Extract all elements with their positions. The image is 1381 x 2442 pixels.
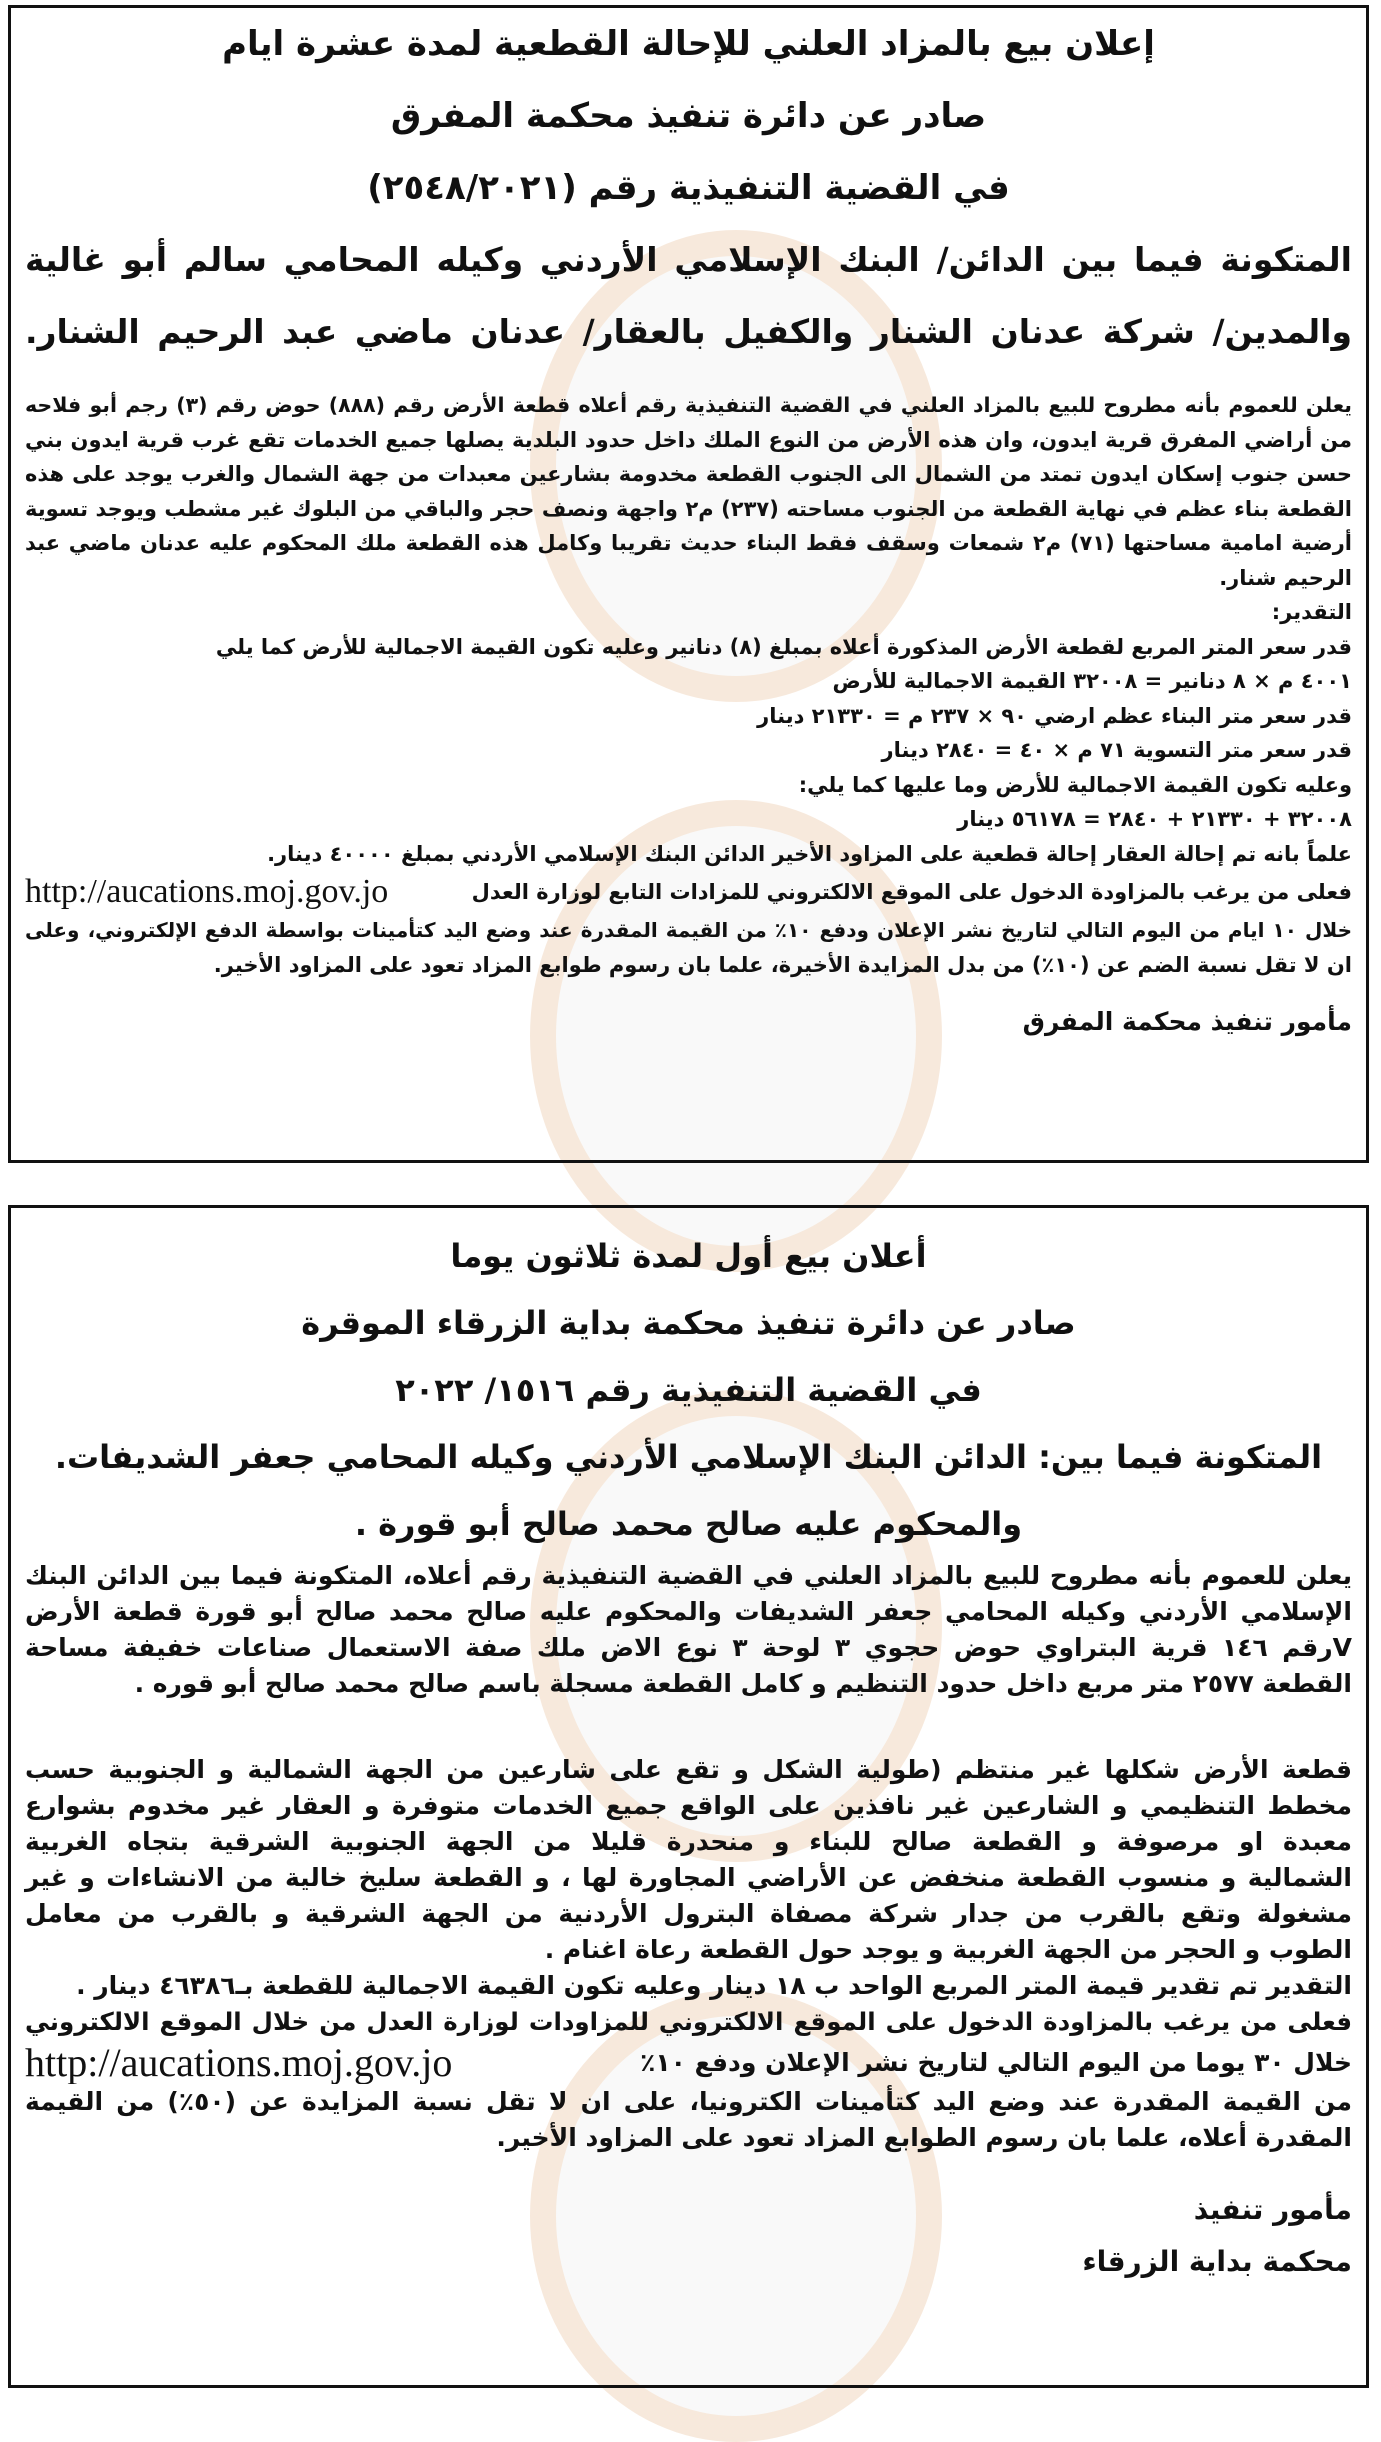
- parties-line: المتكونة فيما بين الدائن/ البنك الإسلامي الأردني وكيله المحامي سالم أبو غالية: [25, 240, 1352, 279]
- signature-title: مأمور تنفيذ: [1193, 2193, 1352, 2226]
- case-number: في القضية التنفيذية رقم (٢٥٤٨/٢٠٢١): [367, 168, 1010, 208]
- auction-notice-zarqa: [8, 1205, 1369, 2388]
- valuation-heading: التقدير:: [1271, 600, 1352, 624]
- valuation-line: التقدير تم تقدير قيمة المتر المربع الواحد ب ١٨ دينار وعليه تكون القيمة الاجمالية للقطعة بـ٤٦٣٨٦ دينار .: [76, 1971, 1352, 2000]
- body-line: قطعة الأرض شكلها غير منتظم (طولية الشكل و تقع على شارعين من الجهة الشمالية و الجنوبية حسب: [25, 1755, 1352, 1784]
- body-line: حسن جنوب إسكان ايدون تمتد من الشمال الى الجنوب القطعة مخدومة بشارعين معبدات من جهة الشمال والغرب يوجد على هذه: [25, 462, 1352, 486]
- body-line: القطعة ٢٥٧٧ متر مربع داخل حدود التنظيم و كامل القطعة مسجلة باسم صالح محمد صالح أبو قوره .: [134, 1669, 1352, 1698]
- body-line: أرضية امامية مساحتها (٧١) م٢ شمعات وسقف فقط البناء حديث تقريبا وكامل هذه القطعة ملك المحكوم عليه عدنان ماضي عبد: [25, 531, 1352, 555]
- auction-notice-mafraq: [8, 5, 1369, 1163]
- body-line: يعلن للعموم بأنه مطروح للبيع بالمزاد العلني في القضية التنفيذية رقم أعلاه، المتكونة فيما بين الدائن البنك: [25, 1561, 1352, 1590]
- url-line: [11, 2040, 1366, 2084]
- total-line: ٣٢٠٠٨ + ٢١٣٣٠ + ٢٨٤٠ = ٥٦١٧٨ دينار: [957, 807, 1352, 831]
- calc-line: قدر سعر متر البناء عظم ارضي ٩٠ × ٢٣٧ م = ٢١٣٣٠ دينار: [757, 703, 1352, 728]
- notice-issuer: صادر عن دائرة تنفيذ محكمة بداية الزرقاء الموقرة: [301, 1304, 1076, 1342]
- body-line: يعلن للعموم بأنه مطروح للبيع بالمزاد العلني في القضية التنفيذية رقم أعلاه قطعة الأرض رقم (٨٨٨) حوض رقم (٣) رجم أبو فلاحه: [25, 393, 1352, 417]
- case-number: في القضية التنفيذية رقم ١٥١٦/ ٢٠٢٢: [395, 1371, 982, 1409]
- parties-line: والمدين/ شركة عدنان الشنار والكفيل بالعقار/ عدنان ماضي عبد الرحيم الشنار.: [25, 312, 1352, 351]
- notice-issuer: صادر عن دائرة تنفيذ محكمة المفرق: [390, 96, 987, 136]
- signature: مأمور تنفيذ محكمة المفرق: [1022, 1007, 1352, 1036]
- body-line: الطوب و الحجر من الجهة الغربية و يوجد حول القطعة رعاة اغنام .: [544, 1935, 1352, 1964]
- body-line: من أراضي المفرق قرية ايدون، وان هذه الأرض من النوع الملك داخل حدود البلدية يصلها جميع الخدمات تقع غرب قرية ايدون بني: [25, 427, 1352, 452]
- body-line: الرحيم شنار.: [1219, 565, 1352, 590]
- parties-line: المتكونة فيما بين: الدائن البنك الإسلامي الأردني وكيله المحامي جعفر الشديفات.: [54, 1438, 1323, 1476]
- notice-title: أعلان بيع أول لمدة ثلاثون يوما: [450, 1237, 927, 1275]
- body-line: الشمالية و منسوب القطعة منخفض عن الأراضي المجاورة لها ، و القطعة سليخ خالية من الانشاءات و غير: [25, 1863, 1352, 1892]
- body-line: مخطط التنظيمي و الشارعين غير نافذين على الواقع جميع الخدمات متوفرة و العقار غير مخدوم بشوارع: [25, 1791, 1352, 1820]
- body-line: خلال ١٠ ايام من اليوم التالي لتاريخ نشر الإعلان ودفع ١٠٪ من القيمة المقدرة عند وضع اليد كتأمينات بواسطة الدفع الإلكتروني، وعلى: [25, 918, 1352, 942]
- body-line: معبدة او مرصوفة و القطعة صالح للبناء و منحدرة قليلا من الجهة الجنوبية الشرقية بتجاه الغربية: [25, 1827, 1352, 1856]
- body-line: الإسلامي الأردني وكيله المحامي جعفر الشديفات والمحكوم عليه صالح محمد صالح أبو قورة قطعة الأرض: [25, 1597, 1352, 1626]
- signature-court: محكمة بداية الزرقاء: [1082, 2245, 1352, 2278]
- body-text: خلال ٣٠ يوما من اليوم التالي لتاريخ نشر الإعلان ودفع ١٠٪: [640, 2047, 1352, 2077]
- url-line: [11, 871, 1366, 913]
- body-line: فعلى من يرغب بالمزاودة الدخول على الموقع الالكتروني للمزاودات لوزارة العدل من خلال الموقع الالكتروني: [25, 2007, 1352, 2036]
- body-line: علماً بانه تم إحالة العقار إحالة قطعية على المزاود الأخير الدائن البنك الإسلامي الأردني بمبلغ ٤٠٠٠٠ دينار.: [267, 841, 1352, 866]
- body-line: قدر سعر المتر المربع لقطعة الأرض المذكورة أعلاه بمبلغ (٨) دنانير وعليه تكون القيمة الاجمالية للأرض كما يلي: [215, 634, 1352, 659]
- notice-title: إعلان بيع بالمزاد العلني للإحالة القطعية لمدة عشرة ايام: [222, 24, 1155, 64]
- body-line: وعليه تكون القيمة الاجمالية للأرض وما عليها كما يلي:: [798, 772, 1352, 797]
- body-line: Vرقم ١٤٦ قرية البتراوي حوض حجوي ٣ لوحة ٣ نوع الاض ملك صفة الاستعمال صناعات خفيفة مساحة: [25, 1633, 1352, 1662]
- body-line: ان لا تقل نسبة الضم عن (١٠٪) من بدل المزايدة الأخيرة، علما بان رسوم طوابع المزاد تعود على المزاود الأخير.: [213, 952, 1352, 977]
- body-line: القطعة بناء عظم في نهاية القطعة من الجنوب مساحته (٢٣٧) م٢ واجهة ونصف حجر والباقي من البلوك غير مشطب ويوجد تسوية: [25, 496, 1352, 521]
- body-text: فعلى من يرغب بالمزاودة الدخول على الموقع الالكتروني للمزادات التابع لوزارة العدل: [471, 880, 1352, 904]
- calc-line: قدر سعر متر التسوية ٧١ م × ٤٠ = ٢٨٤٠ دينار: [881, 738, 1352, 762]
- parties-line: والمحكوم عليه صالح محمد صالح أبو قورة .: [354, 1505, 1023, 1543]
- body-line: المقدرة أعلاه، علما بان رسوم الطوابع المزاد تعود على المزاود الأخير.: [496, 2123, 1352, 2152]
- body-line: من القيمة المقدرة عند وضع اليد كتأمينات الكترونيا، على ان لا تقل نسبة المزايدة عن (٥٠٪) من القيمة: [25, 2087, 1352, 2116]
- body-line: مشغولة وتقع بالقرب من جدار شركة مصفاة البترول الأردنية من الجهة الشرقية و بالقرب من معامل: [25, 1899, 1352, 1928]
- calc-line: ٤٠٠١ م × ٨ دنانير = ٣٢٠٠٨ القيمة الاجمالية للأرض: [832, 669, 1352, 693]
- auction-site-link[interactable]: http://aucations.moj.gov.jo: [25, 2040, 453, 2084]
- auction-site-link[interactable]: http://aucations.moj.gov.jo: [25, 873, 389, 910]
